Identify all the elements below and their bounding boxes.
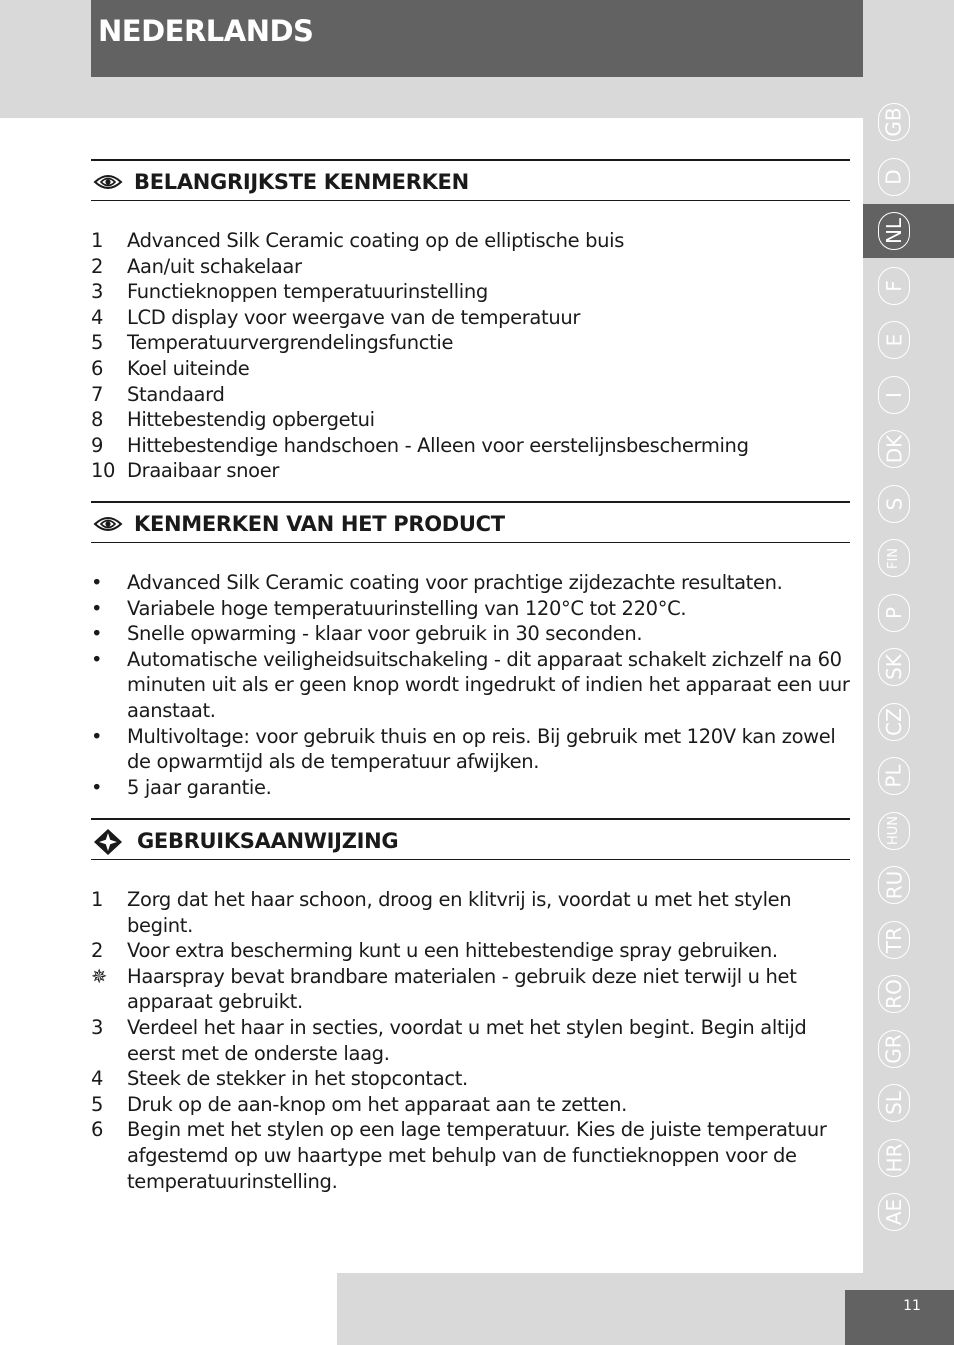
item-text: Snelle opwarming - klaar voor gebruik in 30 seconden. [127,622,643,646]
list-item [91,887,851,938]
item-number: 9 [91,433,104,457]
item-text: Hittebestendig opbergetui [127,408,375,432]
item-text: Haarspray bevat brandbare materialen - gebruik deze niet terwijl u het apparaat gebruikt. [127,964,797,1014]
item-text: Aan/uit schakelaar [127,254,302,278]
item-number: 2 [91,939,104,963]
item-number: 7 [91,382,104,406]
list-item [91,775,851,801]
lang-tab-label: E [881,333,906,347]
lang-tab-label-wrap [878,212,910,250]
lang-tab-label-wrap [878,430,910,468]
lang-tab-label-wrap [878,1030,910,1068]
list-item [91,1117,851,1194]
lang-tab-label-wrap [878,1084,910,1122]
bullet-icon: • [91,724,103,748]
item-number: 8 [91,408,104,432]
list-item [91,254,851,280]
lang-tab-d[interactable] [863,150,954,204]
lang-tab-sl[interactable] [863,1076,954,1130]
item-text: Automatische veiligheidsuitschakeling - dit apparaat schakelt zichzelf na 60 minuten uit als er geen knop wordt ingedrukt of indien het apparaat een uur aanstaat. [127,647,850,722]
lang-tab-label: DK [881,434,906,464]
item-text: Zorg dat het haar schoon, droog en klitvrij is, voordat u met het stylen begint. [127,888,792,937]
usage-list [91,887,851,1194]
section-title: GEBRUIKSAANWIJZING [137,829,399,853]
lang-tab-label-wrap [878,267,910,305]
lang-tab-label: S [881,497,906,510]
lang-tab-fin[interactable] [863,531,954,585]
bullet-icon: • [91,596,103,620]
lang-tab-label: RU [881,870,906,900]
item-text: Functieknoppen temperatuurinstelling [127,280,488,304]
list-item [91,647,851,724]
list-item [91,279,851,305]
bullet-icon: • [91,571,103,594]
lang-tab-label: AE [881,1198,906,1226]
list-item [91,330,851,356]
list-item [91,433,851,459]
lang-tab-nl[interactable] [863,204,954,258]
lang-tab-e[interactable] [863,313,954,367]
bullet-icon: • [91,647,103,671]
list-item [91,1066,851,1092]
item-text: LCD display voor weergave van de temperatuur [127,305,581,329]
lang-tab-label-wrap [878,321,910,359]
lang-tab-i[interactable] [863,368,954,422]
item-number: ✵ [91,964,107,988]
lang-tab-label: P [882,606,906,619]
item-number: 3 [91,280,104,304]
lang-tab-dk[interactable] [863,422,954,476]
item-text: Verdeel het haar in secties, voordat u met het stylen begint. Begin altijd eerst met de onderste laag. [127,1015,807,1065]
item-number: 10 [91,459,116,483]
list-item [91,1015,851,1066]
item-text: Draaibaar snoer [127,459,280,483]
lang-tab-label-wrap [878,594,910,632]
list-item [91,938,851,964]
list-item [91,458,851,484]
list-item [91,356,851,382]
list-item [91,407,851,433]
item-number: 2 [91,254,104,278]
page-title: NEDERLANDS [98,14,314,48]
lang-tab-label-wrap [878,158,910,196]
bullet-icon: • [91,775,103,799]
item-text: Voor extra bescherming kunt u een hittebestendige spray gebruiken. [127,939,778,963]
lang-tab-label: CZ [881,707,906,736]
lang-tab-label: GR [882,1033,906,1064]
item-number: 6 [91,1118,104,1142]
section-header [91,501,850,543]
lang-tab-label: HR [882,1143,906,1172]
lang-tab-label-wrap [878,485,910,523]
eye-icon [93,170,123,194]
lang-tab-label: SK [882,654,906,680]
lang-tab-tr[interactable] [863,913,954,967]
item-text: Begin met het stylen op een lage temperatuur. Kies de juiste temperatuur afgestemd op uw haartype met behulp van de functieknoppen voor de temperatuurinstelling. [127,1118,827,1193]
bullet-icon: • [91,622,103,646]
item-text: Hittebestendige handschoen - Alleen voor eerstelijnsbescherming [127,433,749,457]
lang-tab-label: TR [882,926,906,953]
item-number: 1 [91,888,104,911]
section-header [91,818,850,860]
lang-tab-label-wrap [878,812,910,850]
section-title: KENMERKEN VAN HET PRODUCT [134,512,505,536]
lang-tab-label-wrap [878,539,910,577]
list-item [91,964,851,1015]
item-text: 5 jaar garantie. [127,775,272,799]
lang-tab-label-wrap [878,703,910,741]
list-item [91,1092,851,1118]
item-number: 4 [91,305,104,329]
lang-tab-gr[interactable] [863,1022,954,1076]
list-item [91,596,851,622]
lang-tab-label: D [882,168,906,185]
item-text: Advanced Silk Ceramic coating voor prachtige zijdezachte resultaten. [127,571,783,594]
lang-tab-sk[interactable] [863,640,954,694]
lang-tab-label: PL [881,764,906,788]
item-text: Koel uiteinde [127,356,250,380]
item-text: Variabele hoge temperatuurinstelling van 120°C tot 220°C. [127,596,687,620]
eye-icon [93,512,123,536]
lang-tab-hr[interactable] [863,1131,954,1185]
lang-tab-label: FIN [886,547,902,569]
lang-tab-label-wrap [878,1193,910,1231]
item-text: Steek de stekker in het stopcontact. [127,1067,468,1091]
product-list [91,570,851,800]
lang-tab-label: F [881,279,906,292]
lang-tab-label-wrap [878,975,910,1013]
lang-tab-cz[interactable] [863,695,954,749]
lang-tab-f[interactable] [863,259,954,313]
section-title: BELANGRIJKSTE KENMERKEN [134,170,469,194]
lang-tab-hun[interactable] [863,804,954,858]
lang-tab-label-wrap [878,757,910,795]
item-number: 5 [91,1092,104,1116]
item-text: Druk op de aan-knop om het apparaat aan te zetten. [127,1092,628,1116]
lang-tab-label: RO [881,979,906,1009]
lang-tab-p[interactable] [863,586,954,640]
lang-tab-label-wrap [878,1139,910,1177]
lang-tab-s[interactable] [863,477,954,531]
item-text: Temperatuurvergrendelingsfunctie [127,331,454,355]
list-item [91,570,851,596]
item-number: 3 [91,1015,104,1039]
list-item [91,621,851,647]
lang-tab-label: SL [882,1091,906,1115]
item-number: 4 [91,1067,104,1091]
item-number: 1 [91,229,104,252]
lang-tab-ru[interactable] [863,858,954,912]
page-number: 11 [903,1298,921,1314]
item-text: Multivoltage: voor gebruik thuis en op reis. Bij gebruik met 120V kan zowel de opwarmtijd als de temperatuur afwijken. [127,724,836,774]
item-number: 6 [91,356,104,380]
lang-tab-label: I [882,391,906,398]
lang-tab-label-wrap [878,376,910,414]
list-item [91,305,851,331]
section-header [91,159,850,201]
lang-tab-gb[interactable] [863,95,954,149]
lang-tab-label: GB [882,107,906,137]
features-list [91,228,851,484]
item-text: Standaard [127,382,225,406]
lang-tab-label-wrap [878,866,910,904]
lang-tab-pl[interactable] [863,749,954,803]
lang-tab-ae[interactable] [863,1185,954,1239]
list-item [91,228,851,254]
lang-tab-ro[interactable] [863,967,954,1021]
lang-tab-label: NL [881,217,906,245]
item-text: Advanced Silk Ceramic coating op de elliptische buis [127,229,625,252]
item-number: 5 [91,331,104,355]
diamond-icon [93,828,123,856]
lang-tab-label-wrap [878,648,910,686]
lang-tab-label-wrap [878,103,910,141]
list-item [91,724,851,775]
lang-tab-label: HUN [886,815,902,846]
lang-tab-label-wrap [878,921,910,959]
list-item [91,382,851,408]
